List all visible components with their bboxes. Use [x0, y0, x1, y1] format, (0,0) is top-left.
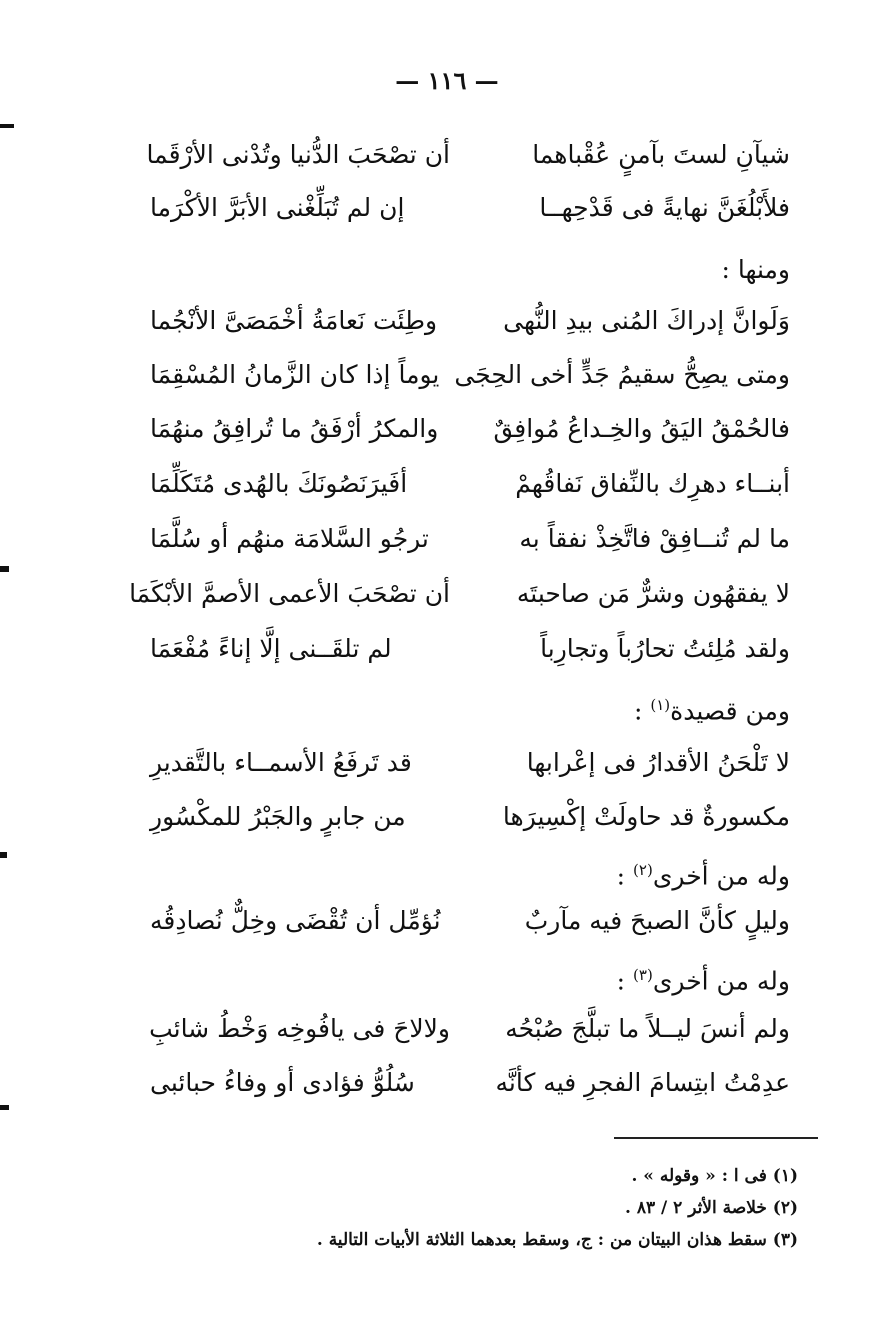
verse-first-hemistich: أبنــاء دهرِك بالنِّفاق نَفاقُهمْ — [515, 469, 790, 498]
verse-first-hemistich: لا يفقهُون وشرٌّ مَن صاحبتَه — [516, 579, 790, 608]
verse-second-hemistich: ولالاحَ فى يافُوخِه وَخْطُ شائبِ — [149, 1014, 450, 1043]
scan-margin-mark — [0, 124, 14, 128]
verse-first-hemistich: ومتى يصِحُّ سقيمُ جَدٍّ أخى الحِجَى — [454, 360, 790, 389]
verse-second-hemistich: وطِئَت نَعامَةُ أخْمَصَىَّ الأنْجُما — [150, 306, 438, 335]
verse-first-hemistich: فلأَبْلُغَنَّ نهايةً فى قَدْحِهــا — [539, 193, 790, 222]
verse-first-hemistich: عدِمْتُ ابتِسامَ الفجرِ فيه كأنَّه — [495, 1068, 790, 1097]
footnote-marker: (٣) — [633, 966, 653, 984]
verse-line — [150, 296, 790, 346]
verse-second-hemistich: لم تلقَــنى إلَّا إناءً مُفْعَمَا — [150, 634, 392, 663]
section-heading — [390, 680, 790, 736]
verse-line — [150, 183, 790, 233]
verse-line — [150, 896, 790, 946]
verse-first-hemistich: شيآنِ لستَ بآمنٍ عُقْباهما — [532, 140, 790, 169]
section-heading-text: وله من أخرى — [652, 966, 790, 996]
footnote: (٢) خلاصة الأثر ٢ / ٨٣ . — [624, 1198, 798, 1218]
footnote-rule — [614, 1137, 818, 1139]
footnote: (٣) سقط هذان البيتان من : ج، وسقط بعدهما الثلاثة الأبيات التالية . — [316, 1230, 798, 1250]
verse-line — [150, 514, 790, 564]
verse-line — [150, 459, 790, 509]
footnote: (١) فى ا : « وقوله » . — [631, 1166, 798, 1186]
heading-colon: : — [633, 696, 643, 726]
verse-line — [146, 130, 790, 180]
verse-first-hemistich: وليلٍ كأنَّ الصبحَ فيه مآربٌ — [524, 906, 790, 935]
verse-line — [150, 404, 790, 454]
verse-second-hemistich: أن تصْحَبَ الدُّنيا وتُدْنى الأرْقَما — [146, 140, 450, 169]
verse-second-hemistich: أفَيرَنَصُونَكَ بالهُدى مُتَكَلِّمَا — [150, 469, 408, 498]
verse-line — [150, 738, 790, 788]
verse-line — [150, 1058, 790, 1108]
page-number: — ١١٦ — — [395, 66, 499, 95]
footnote-marker: (١) — [650, 696, 671, 714]
section-heading-text: وله من أخرى — [652, 861, 790, 891]
verse-second-hemistich: أن تصْحَبَ الأعمى الأصمَّ الأبْكَمَا — [129, 579, 450, 608]
section-heading-text: ومن قصيدة — [670, 696, 790, 726]
footnote-marker: (٢) — [633, 861, 653, 879]
verse-line — [129, 569, 790, 619]
verse-line — [150, 1004, 790, 1054]
section-heading: ومنها : — [721, 255, 790, 284]
verse-second-hemistich: يوماً إذا كان الزَّمانُ المُسْقِمَا — [150, 360, 440, 389]
verse-second-hemistich: قد تَرفَعُ الأسمــاء بالتَّقديرِ — [150, 748, 412, 777]
scan-margin-mark — [0, 1105, 9, 1110]
verse-first-hemistich: وَلَوانَّ إدراكَ المُنى بيدِ النُّهى — [503, 306, 790, 335]
verse-line — [150, 350, 790, 400]
heading-colon: : — [616, 966, 626, 996]
verse-first-hemistich: مكسورةٌ قد حاولَتْ إكْسِيرَها — [502, 802, 790, 831]
verse-line — [150, 624, 790, 674]
scan-margin-mark — [0, 566, 9, 572]
verse-second-hemistich: ترجُو السَّلامَة منهُم أو سُلَّمَا — [150, 524, 429, 553]
verse-second-hemistich: سُلُوُّ فؤادى أو وفاءُ حبائبى — [150, 1068, 415, 1097]
verse-second-hemistich: من جابرٍ والجَبْرُ للمكْسُورِ — [150, 802, 406, 831]
verse-second-hemistich: نُؤمِّل أن تُقْضَى وخِلٌّ نُصادِقُه — [150, 906, 441, 935]
verse-second-hemistich: والمكرُ أرْفَقُ ما تُرافِقُ منهُمَا — [150, 414, 439, 443]
verse-first-hemistich: فالحُمْقُ اليَقُ والخِـداعُ مُوافِقٌ — [493, 414, 790, 443]
heading-colon: : — [616, 861, 626, 891]
verse-first-hemistich: ولقد مُلِئتُ تحارُباً وتجارِباً — [540, 634, 790, 663]
section-heading — [390, 950, 790, 1006]
scan-margin-mark — [0, 852, 7, 858]
verse-first-hemistich: ولم أنسَ ليــلاً ما تبلَّجَ صُبْحُه — [505, 1014, 790, 1043]
verse-second-hemistich: إن لم تُبَلِّغْنى الأبَرَّ الأكْرَما — [150, 193, 405, 222]
verse-line — [150, 792, 790, 842]
verse-first-hemistich: لا تَلْحَنُ الأقدارُ فى إعْرابها — [526, 748, 790, 777]
section-heading — [390, 845, 790, 901]
verse-first-hemistich: ما لم تُنــافِقْ فاتَّخِذْ نفقاً به — [519, 524, 790, 553]
